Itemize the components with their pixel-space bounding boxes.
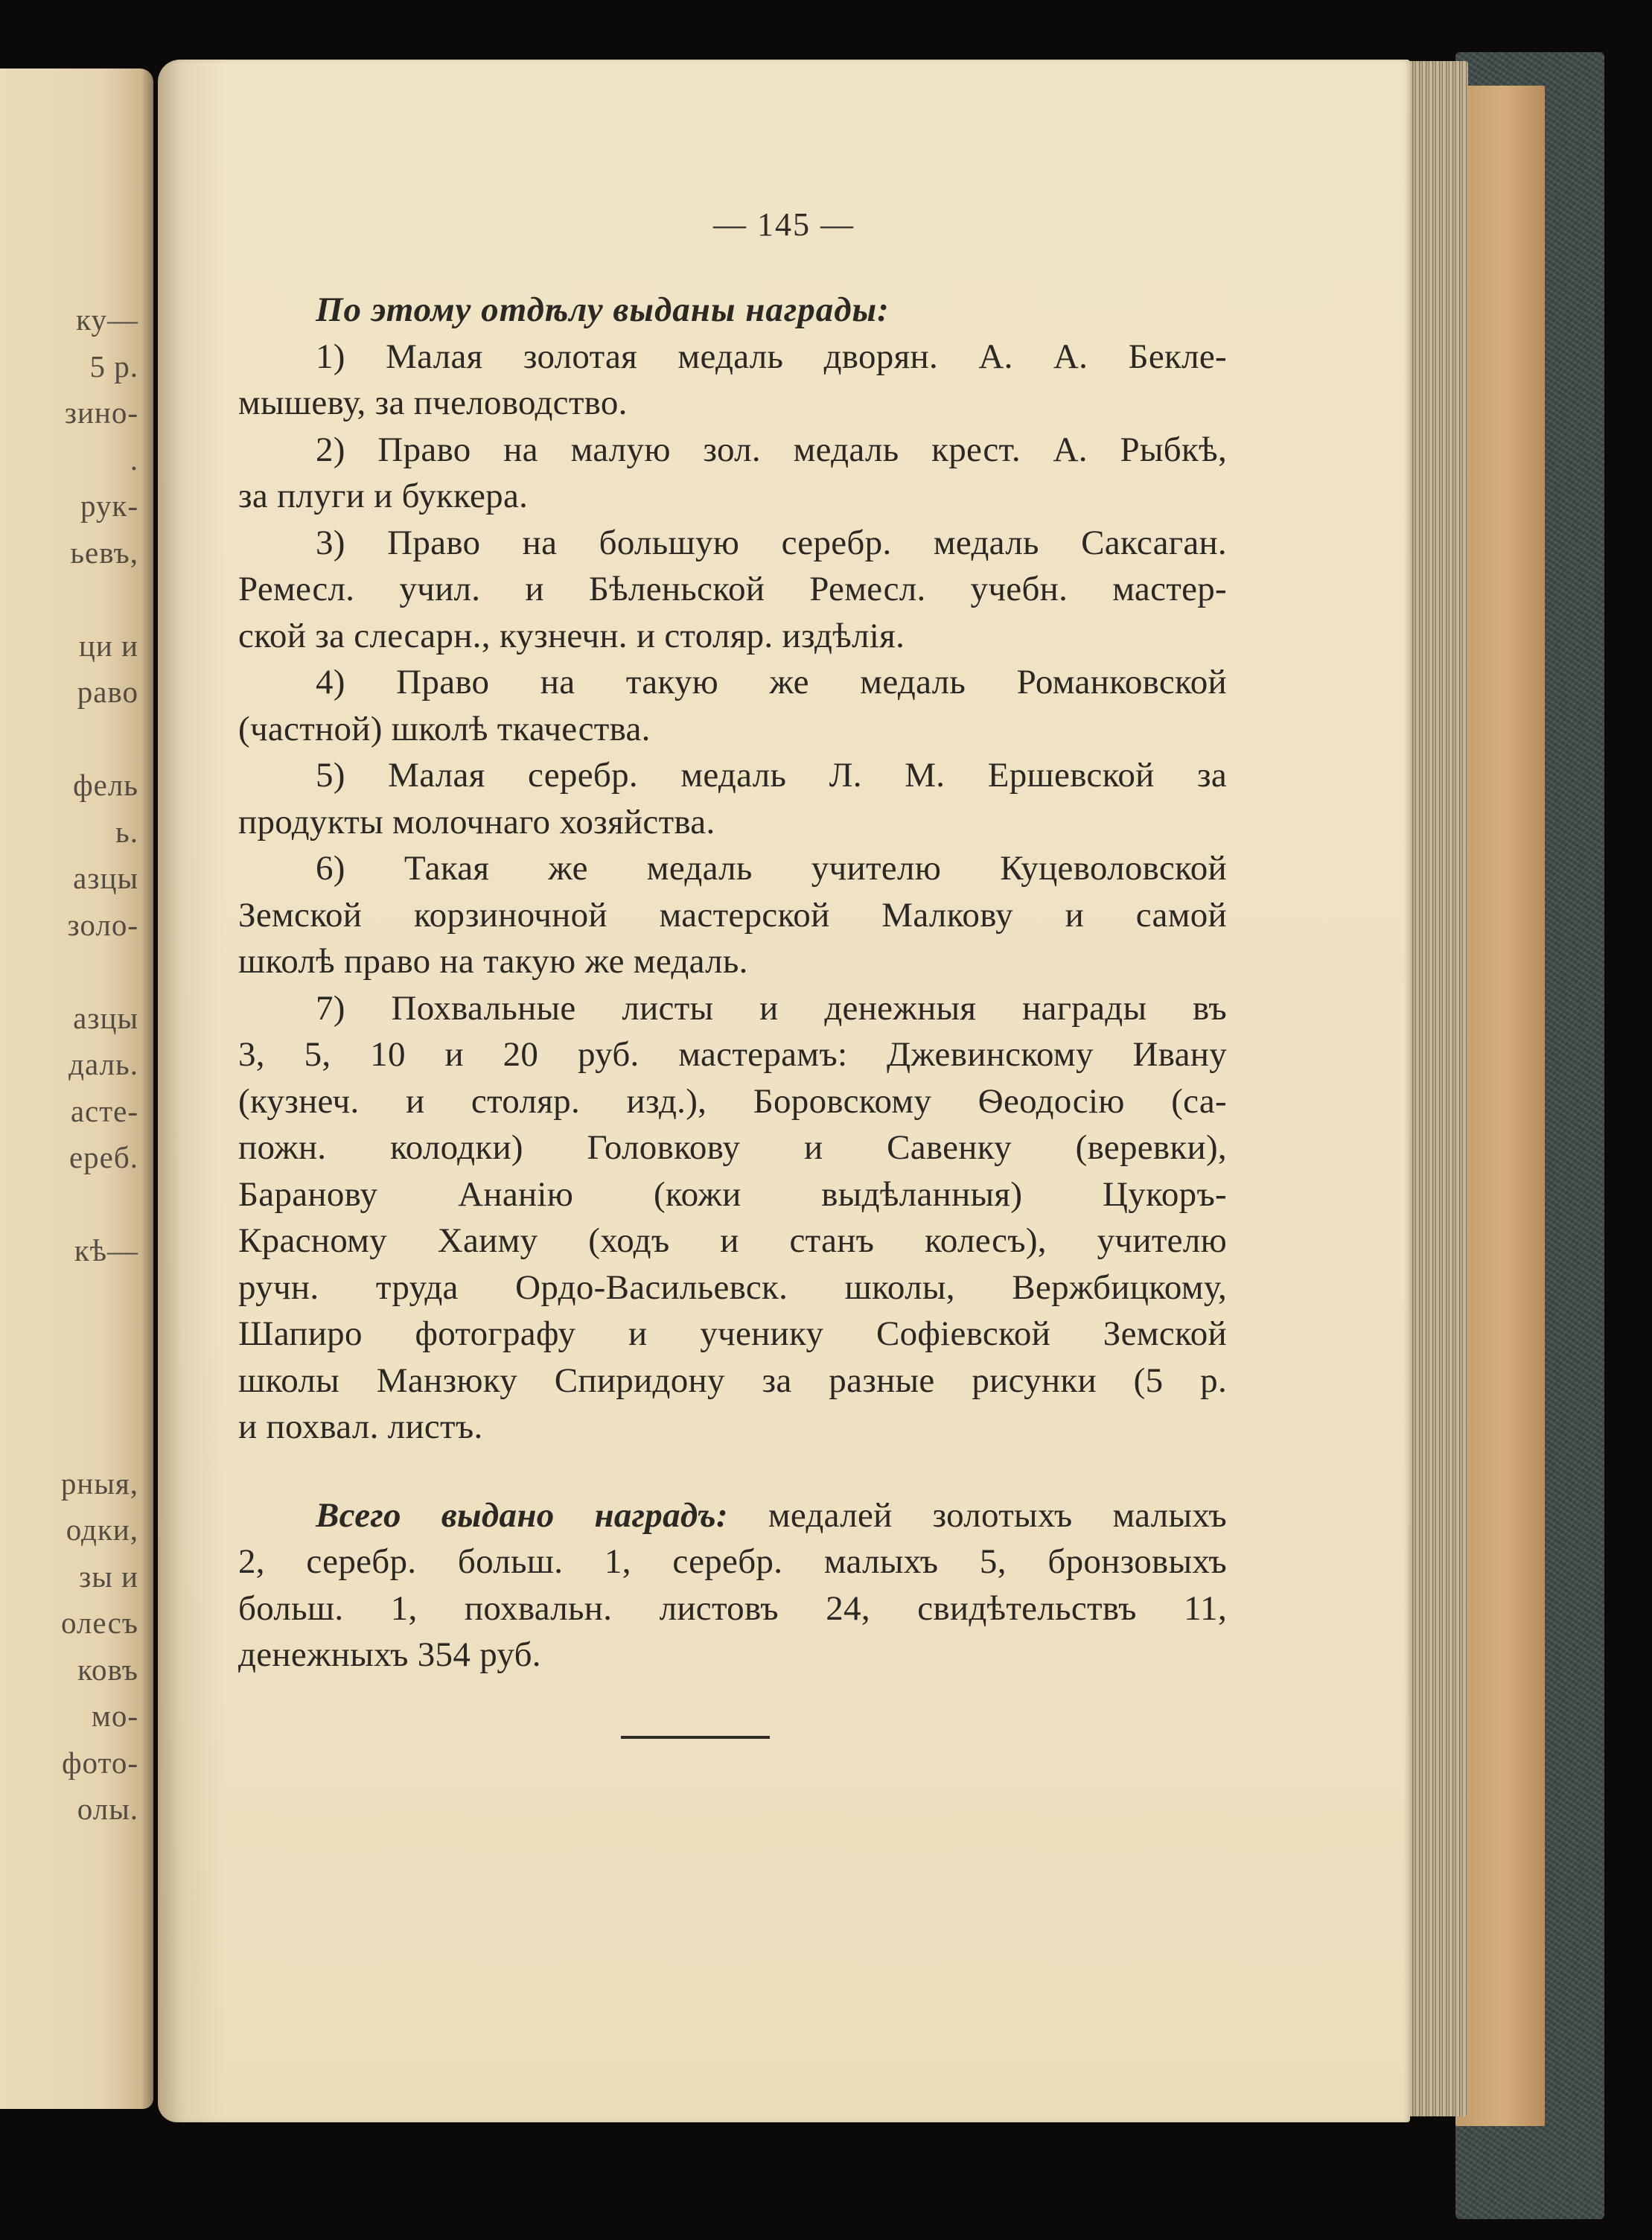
left-page-fragment: рныя, bbox=[60, 1466, 138, 1501]
text-line: за плуги и буккера. bbox=[238, 477, 529, 515]
text-line: и похвал. листъ. bbox=[238, 1407, 483, 1446]
left-page-fragment: даль. bbox=[68, 1047, 138, 1081]
left-page-fragment: . bbox=[130, 442, 138, 477]
text-line: Баранову Ананію (кожи выдѣланныя) Цукоръ- bbox=[238, 1174, 1227, 1214]
left-page-fragment: зино- bbox=[64, 395, 138, 430]
left-page-fragment: фель bbox=[73, 768, 138, 802]
left-page-fragment: ку— bbox=[76, 302, 138, 337]
page-text bbox=[238, 287, 1227, 1679]
text-line: 1) Малая золотая медаль дворян. А. А. Бекле- bbox=[316, 337, 1227, 376]
text-line: (кузнеч. и столяр. изд.), Боровскому Ѳеодосію (са- bbox=[238, 1081, 1227, 1121]
text-line: 2) Право на малую зол. медаль крест. А. Рыбкѣ, bbox=[316, 430, 1227, 469]
summary-line: 2, серебр. больш. 1, серебр. малыхъ 5, бронзовыхъ bbox=[238, 1542, 1227, 1581]
left-page-fragment: азцы bbox=[73, 861, 138, 895]
summary-line bbox=[238, 1492, 1227, 1539]
summary-line: больш. 1, похвальн. листовъ 24, свидѣтельствъ 11, bbox=[238, 1588, 1227, 1628]
section-heading: По этому отдѣлу выданы награды: bbox=[316, 290, 890, 329]
left-page-fragment: ереб. bbox=[68, 1140, 138, 1174]
left-page-fragment: рук- bbox=[80, 489, 138, 523]
text-line: мышеву, за пчеловодство. bbox=[238, 384, 628, 422]
text-line: Красному Хаиму (ходъ и станъ колесъ), учителю bbox=[238, 1221, 1227, 1260]
text-line: ручн. труда Ордо-Васильевск. школы, Вержбицкому, bbox=[238, 1267, 1227, 1307]
text-line: ской за слесарн., кузнечн. и столяр. издѣлія. bbox=[238, 616, 905, 655]
page-number: — 145 — bbox=[713, 206, 855, 243]
left-page-fragment: 5 р. bbox=[89, 349, 138, 384]
left-page-fragment: зы и bbox=[79, 1559, 138, 1594]
left-page-fragment: золо- bbox=[67, 907, 138, 942]
book-page bbox=[158, 60, 1410, 2122]
text-line: Земской корзиночной мастерской Малкову и самой bbox=[238, 895, 1227, 935]
summary-label: Всего выдано наградъ: bbox=[316, 1495, 728, 1535]
left-page-fragment: олы. bbox=[77, 1792, 138, 1826]
left-page-fragment: асте- bbox=[70, 1093, 138, 1128]
left-facing-page bbox=[0, 69, 153, 2109]
text-line: 4) Право на такую же медаль Романковской bbox=[316, 663, 1227, 701]
text-line: продукты молочнаго хозяйства. bbox=[238, 802, 715, 841]
summary-line: денежныхъ 354 руб. bbox=[238, 1635, 541, 1674]
text-line: школы Манзюку Спиридону за разные рисунки (5 р. bbox=[238, 1361, 1227, 1400]
text-line: пожн. колодки) Головкову и Савенку (веревки), bbox=[238, 1128, 1227, 1167]
left-page-fragment: кѣ— bbox=[74, 1233, 138, 1267]
text-line: 6) Такая же медаль учителю Куцеволовской bbox=[316, 849, 1227, 888]
left-page-fragment: ковъ bbox=[77, 1652, 138, 1687]
endpaper bbox=[1455, 86, 1545, 2126]
summary-first-text: медалей золотыхъ малыхъ bbox=[727, 1495, 1227, 1535]
left-page-fragment: азцы bbox=[73, 1000, 138, 1035]
left-page-fragment: мо- bbox=[91, 1699, 138, 1733]
left-page-fragment: ь. bbox=[115, 814, 138, 849]
closing-rule bbox=[621, 1736, 770, 1739]
text-line: 5) Малая серебр. медаль Л. М. Ершевской за bbox=[316, 756, 1227, 795]
text-line: Ремесл. учил. и Бѣленьской Ремесл. учебн. мастер- bbox=[238, 570, 1227, 608]
left-page-fragment: ци и bbox=[78, 628, 138, 663]
text-line: 7) Похвальные листы и денежныя награды въ bbox=[316, 988, 1227, 1028]
left-page-fragment: олесъ bbox=[60, 1606, 138, 1640]
award-list bbox=[238, 334, 1227, 1451]
left-page-fragment: фото- bbox=[61, 1745, 138, 1780]
text-line: (частной) школѣ ткачества. bbox=[238, 709, 651, 748]
left-page-text bbox=[0, 69, 153, 2109]
text-line: 3, 5, 10 и 20 руб. мастерамъ: Джевинскому Ивану bbox=[238, 1035, 1227, 1074]
left-page-fragment: раво bbox=[77, 675, 138, 709]
text-line: 3) Право на большую серебр. медаль Саксаган. bbox=[316, 523, 1227, 562]
text-line: Шапиро фотографу и ученику Софіевской Земской bbox=[238, 1314, 1227, 1353]
left-page-fragment: одки, bbox=[66, 1512, 138, 1547]
left-page-fragment: ьевъ, bbox=[70, 535, 138, 570]
text-line: школѣ право на такую же медаль. bbox=[238, 942, 748, 981]
paragraph-gap bbox=[238, 1451, 1227, 1492]
